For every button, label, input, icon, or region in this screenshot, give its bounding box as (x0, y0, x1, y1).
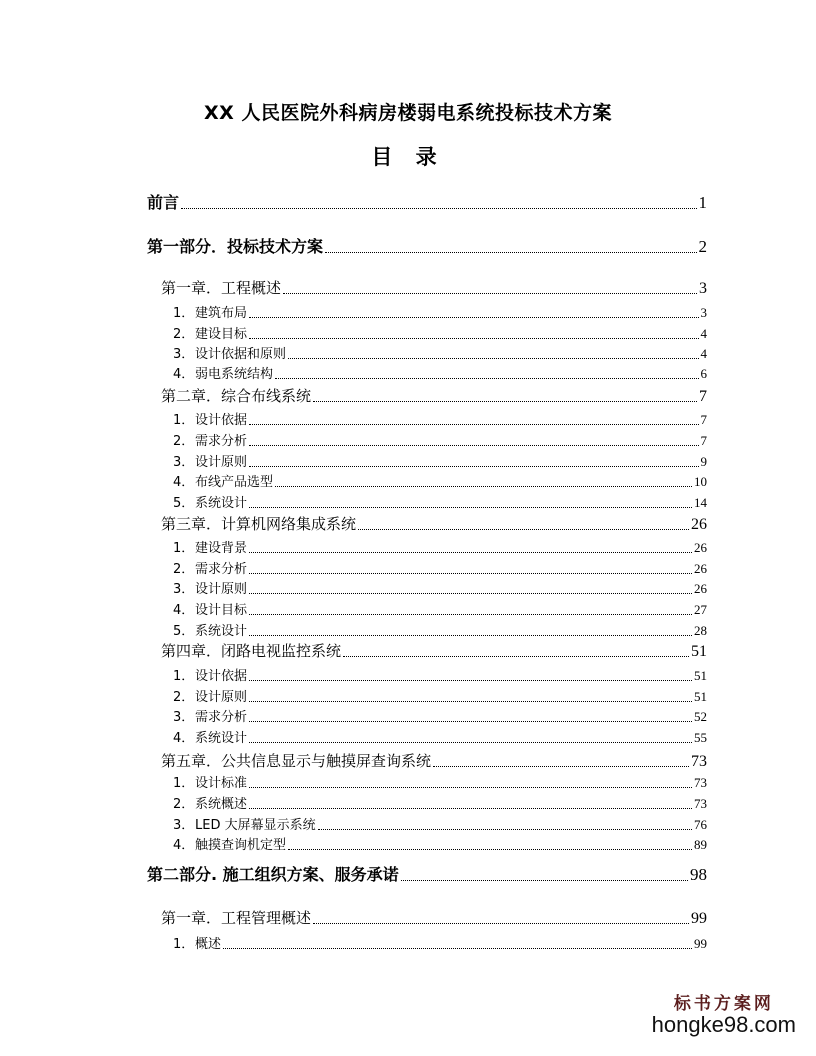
toc-section-entry[interactable] (173, 409, 707, 428)
dot-leader (288, 357, 698, 359)
toc-entry-text: 第三章．计算机网络集成系统 (161, 515, 357, 533)
toc-entry-label (161, 750, 431, 771)
toc-entry-text: 第一章．工程概述 (161, 279, 282, 297)
toc-entry-label (173, 451, 247, 470)
toc-entry-number: 5． (173, 496, 195, 511)
toc-entry-number: 2． (173, 434, 195, 449)
toc-section-entry[interactable] (173, 599, 707, 618)
toc-entry-text: 设计标准 (195, 776, 248, 791)
toc-entry-number: 1． (173, 306, 195, 321)
dot-leader (275, 377, 698, 379)
toc-entry-number: 1． (173, 541, 195, 556)
toc-page-number: 99 (694, 936, 707, 951)
dot-leader (249, 316, 698, 318)
toc-section-entry[interactable] (173, 363, 707, 382)
dot-leader (275, 485, 692, 487)
toc-entry-number: 3． (173, 347, 195, 362)
toc-section-entry[interactable] (173, 620, 707, 639)
toc-page-number: 9 (700, 454, 707, 469)
toc-page-number: 14 (694, 495, 707, 510)
toc-page-number: 28 (694, 623, 707, 638)
dot-leader (249, 572, 692, 574)
toc-entry-label (161, 640, 341, 661)
toc-entry-number: 2． (173, 327, 195, 342)
toc-page-number: 73 (691, 753, 707, 770)
toc-section-entry[interactable] (173, 492, 707, 511)
watermark-text: 标书方案网 (673, 994, 774, 1014)
toc-entry-label (173, 933, 221, 952)
toc-page-number: 76 (694, 817, 707, 832)
toc-chapter-entry[interactable] (161, 513, 707, 534)
toc-entry-number: 1． (173, 937, 195, 952)
toc-entry-number: 2． (173, 797, 195, 812)
toc-entry-label (161, 385, 311, 406)
toc-section-entry[interactable] (173, 686, 707, 705)
toc-entry-number: 3． (173, 455, 195, 470)
toc-entry-label (173, 409, 247, 428)
toc-entry-label (173, 706, 247, 725)
toc-section-entry[interactable] (173, 706, 707, 725)
toc-entry-text: 建筑布局 (195, 306, 248, 321)
toc-entry-number: 2． (173, 562, 195, 577)
toc-entry-label (173, 363, 273, 382)
toc-entry-number: 1． (173, 413, 195, 428)
toc-entry-text: 设计依据 (195, 669, 248, 684)
toc-section-entry[interactable] (173, 323, 707, 342)
toc-entry-label (173, 599, 247, 618)
toc-entry-text: 系统设计 (195, 496, 248, 511)
toc-entry-text: 前言 (147, 193, 180, 212)
dot-leader (223, 947, 692, 949)
toc-page-number: 51 (691, 643, 707, 660)
watermark-url: hongke98.com (651, 1012, 796, 1037)
toc-page-number: 26 (694, 561, 707, 576)
toc-entry-number: 5． (173, 624, 195, 639)
toc-entry-label (173, 537, 247, 556)
dot-leader (313, 922, 689, 924)
toc-page-number: 10 (694, 474, 707, 489)
dot-leader (249, 720, 692, 722)
toc-entry-number: 4． (173, 603, 195, 618)
toc-entry-text: 第二章．综合布线系统 (161, 387, 312, 405)
toc-entry-label (173, 343, 286, 362)
toc-entry-text: 触摸查询机定型 (195, 838, 287, 853)
toc-entry-label (173, 323, 247, 342)
toc-page-number: 73 (694, 796, 707, 811)
toc-page-number: 6 (700, 366, 707, 381)
dot-leader (249, 807, 692, 809)
toc-entry-text: 第四章．闭路电视监控系统 (161, 642, 342, 660)
dot-leader (249, 337, 698, 339)
dot-leader (249, 613, 692, 615)
toc-page-number: 3 (699, 280, 707, 297)
toc-entry-text: 系统设计 (195, 624, 248, 639)
toc-entry-label (161, 907, 311, 928)
toc-entry-label (173, 793, 247, 812)
toc-entry-label (173, 727, 247, 746)
toc-page-number: 1 (698, 193, 707, 212)
toc-entry-number: 4． (173, 475, 195, 490)
toc-part-entry[interactable] (147, 862, 707, 885)
toc-section-entry[interactable] (173, 343, 707, 362)
toc-entry-label (173, 814, 316, 833)
toc-page-number: 55 (694, 730, 707, 745)
toc-page-number: 52 (694, 709, 707, 724)
toc-entry-label (173, 620, 247, 639)
toc-entry-label (147, 234, 323, 257)
toc-entry-text: 系统概述 (195, 797, 248, 812)
toc-section-entry[interactable] (173, 578, 707, 597)
toc-entry-label (161, 277, 281, 298)
toc-chapter-entry[interactable] (161, 640, 707, 661)
toc-entry-text: 需求分析 (195, 562, 248, 577)
toc-section-entry[interactable] (173, 814, 707, 833)
toc-entry-label (173, 558, 247, 577)
dot-leader (358, 528, 689, 530)
toc-entry-number: 3． (173, 710, 195, 725)
toc-entry-number: 4． (173, 367, 195, 382)
toc-entry-text: 需求分析 (195, 434, 248, 449)
dot-leader (249, 592, 692, 594)
toc-entry-label (173, 302, 247, 321)
dot-leader (249, 700, 692, 702)
toc-entry-text: 设计原则 (195, 455, 248, 470)
dot-leader (249, 506, 692, 508)
toc-entry-text: 设计原则 (195, 690, 248, 705)
toc-section-entry[interactable] (173, 933, 707, 952)
toc-page-number: 73 (694, 775, 707, 790)
toc-section-entry[interactable] (173, 471, 707, 490)
dot-leader (249, 465, 698, 467)
toc-section-entry[interactable] (173, 772, 707, 791)
dot-leader (433, 765, 689, 767)
toc-entry-label (173, 665, 247, 684)
toc-section-entry[interactable] (173, 430, 707, 449)
toc-entry-text: 第一章．工程管理概述 (161, 909, 312, 927)
dot-leader (401, 879, 688, 881)
toc-entry-label (147, 862, 399, 885)
toc-section-entry[interactable] (173, 834, 707, 853)
dot-leader (249, 444, 698, 446)
dot-leader (249, 423, 698, 425)
toc-section-entry[interactable] (173, 558, 707, 577)
toc-entry-label (173, 834, 286, 853)
toc-entry-text: 第二部分. 施工组织方案、服务承诺 (147, 865, 399, 884)
toc-page-number: 2 (698, 237, 707, 256)
toc-section-entry[interactable] (173, 537, 707, 556)
toc-page-number: 3 (700, 305, 707, 320)
dot-leader (249, 786, 692, 788)
dot-leader (249, 679, 692, 681)
toc-section-entry[interactable] (173, 302, 707, 321)
toc-page-number: 51 (694, 668, 707, 683)
dot-leader (318, 828, 692, 830)
toc-page-number: 27 (694, 602, 707, 617)
toc-entry-label (173, 471, 273, 490)
toc-chapter-entry[interactable] (161, 277, 707, 298)
toc-entry-text: 概述 (195, 937, 222, 952)
toc-page-number: 4 (700, 346, 707, 361)
toc-page-number: 26 (691, 516, 707, 533)
toc-chapter-entry[interactable] (161, 907, 707, 928)
toc-page-number: 4 (700, 326, 707, 341)
dot-leader (313, 400, 697, 402)
toc-entry-label (173, 492, 247, 511)
toc-entry-number: 4． (173, 731, 195, 746)
toc-heading: 目 录 (371, 145, 445, 169)
toc-page-number: 98 (690, 865, 707, 884)
toc-entry-label (173, 578, 247, 597)
toc-page-number: 99 (691, 910, 707, 927)
toc-entry-text: 弱电系统结构 (195, 367, 274, 382)
toc-entry-text: LED 大屏幕显示系统 (195, 818, 316, 833)
toc-entry-text: 设计目标 (195, 603, 248, 618)
toc-entry-number: 1． (173, 669, 195, 684)
document-title: XX 人民医院外科病房楼弱电系统投标技术方案 (204, 102, 612, 124)
toc-entry-text: 建设背景 (195, 541, 248, 556)
toc-section-entry[interactable] (173, 665, 707, 684)
toc-page-number: 7 (700, 412, 707, 427)
dot-leader (249, 551, 692, 553)
toc-page-number: 89 (694, 837, 707, 852)
dot-leader (249, 741, 692, 743)
dot-leader (288, 848, 692, 850)
toc-entry-number: 3． (173, 818, 195, 833)
toc-entry-text: 第一部分．投标技术方案 (147, 237, 324, 256)
toc-page-number: 26 (694, 540, 707, 555)
toc-page-number: 7 (699, 388, 707, 405)
dot-leader (343, 655, 689, 657)
toc-entry-text: 建设目标 (195, 327, 248, 342)
toc-entry-text: 需求分析 (195, 710, 248, 725)
toc-entry-text: 系统设计 (195, 731, 248, 746)
toc-section-entry[interactable] (173, 451, 707, 470)
toc-entry-label (173, 686, 247, 705)
toc-entry-label (173, 772, 247, 791)
toc-page-number: 7 (700, 433, 707, 448)
toc-page-number: 26 (694, 581, 707, 596)
toc-entry-number: 4． (173, 838, 195, 853)
dot-leader (283, 292, 697, 294)
toc-entry-text: 布线产品选型 (195, 475, 274, 490)
dot-leader (249, 634, 692, 636)
toc-entry-text: 设计依据和原则 (195, 347, 287, 362)
watermark (652, 989, 796, 1038)
toc-entry-text: 设计依据 (195, 413, 248, 428)
toc-entry-label (161, 513, 356, 534)
toc-chapter-entry[interactable] (161, 750, 707, 771)
dot-leader (325, 251, 696, 253)
toc-entry-label (173, 430, 247, 449)
toc-page-number: 51 (694, 689, 707, 704)
toc-entry-number: 3． (173, 582, 195, 597)
toc-entry-number: 1． (173, 776, 195, 791)
toc-part-entry[interactable] (147, 234, 707, 257)
toc-entry-text: 设计原则 (195, 582, 248, 597)
toc-entry-label (147, 190, 179, 213)
toc-section-entry[interactable] (173, 793, 707, 812)
dot-leader (181, 207, 696, 209)
toc-chapter-entry[interactable] (161, 385, 707, 406)
toc-section-entry[interactable] (173, 727, 707, 746)
toc-entry-number: 2． (173, 690, 195, 705)
toc-part-entry[interactable] (147, 190, 707, 213)
toc-entry-text: 第五章．公共信息显示与触摸屏查询系统 (161, 752, 432, 770)
